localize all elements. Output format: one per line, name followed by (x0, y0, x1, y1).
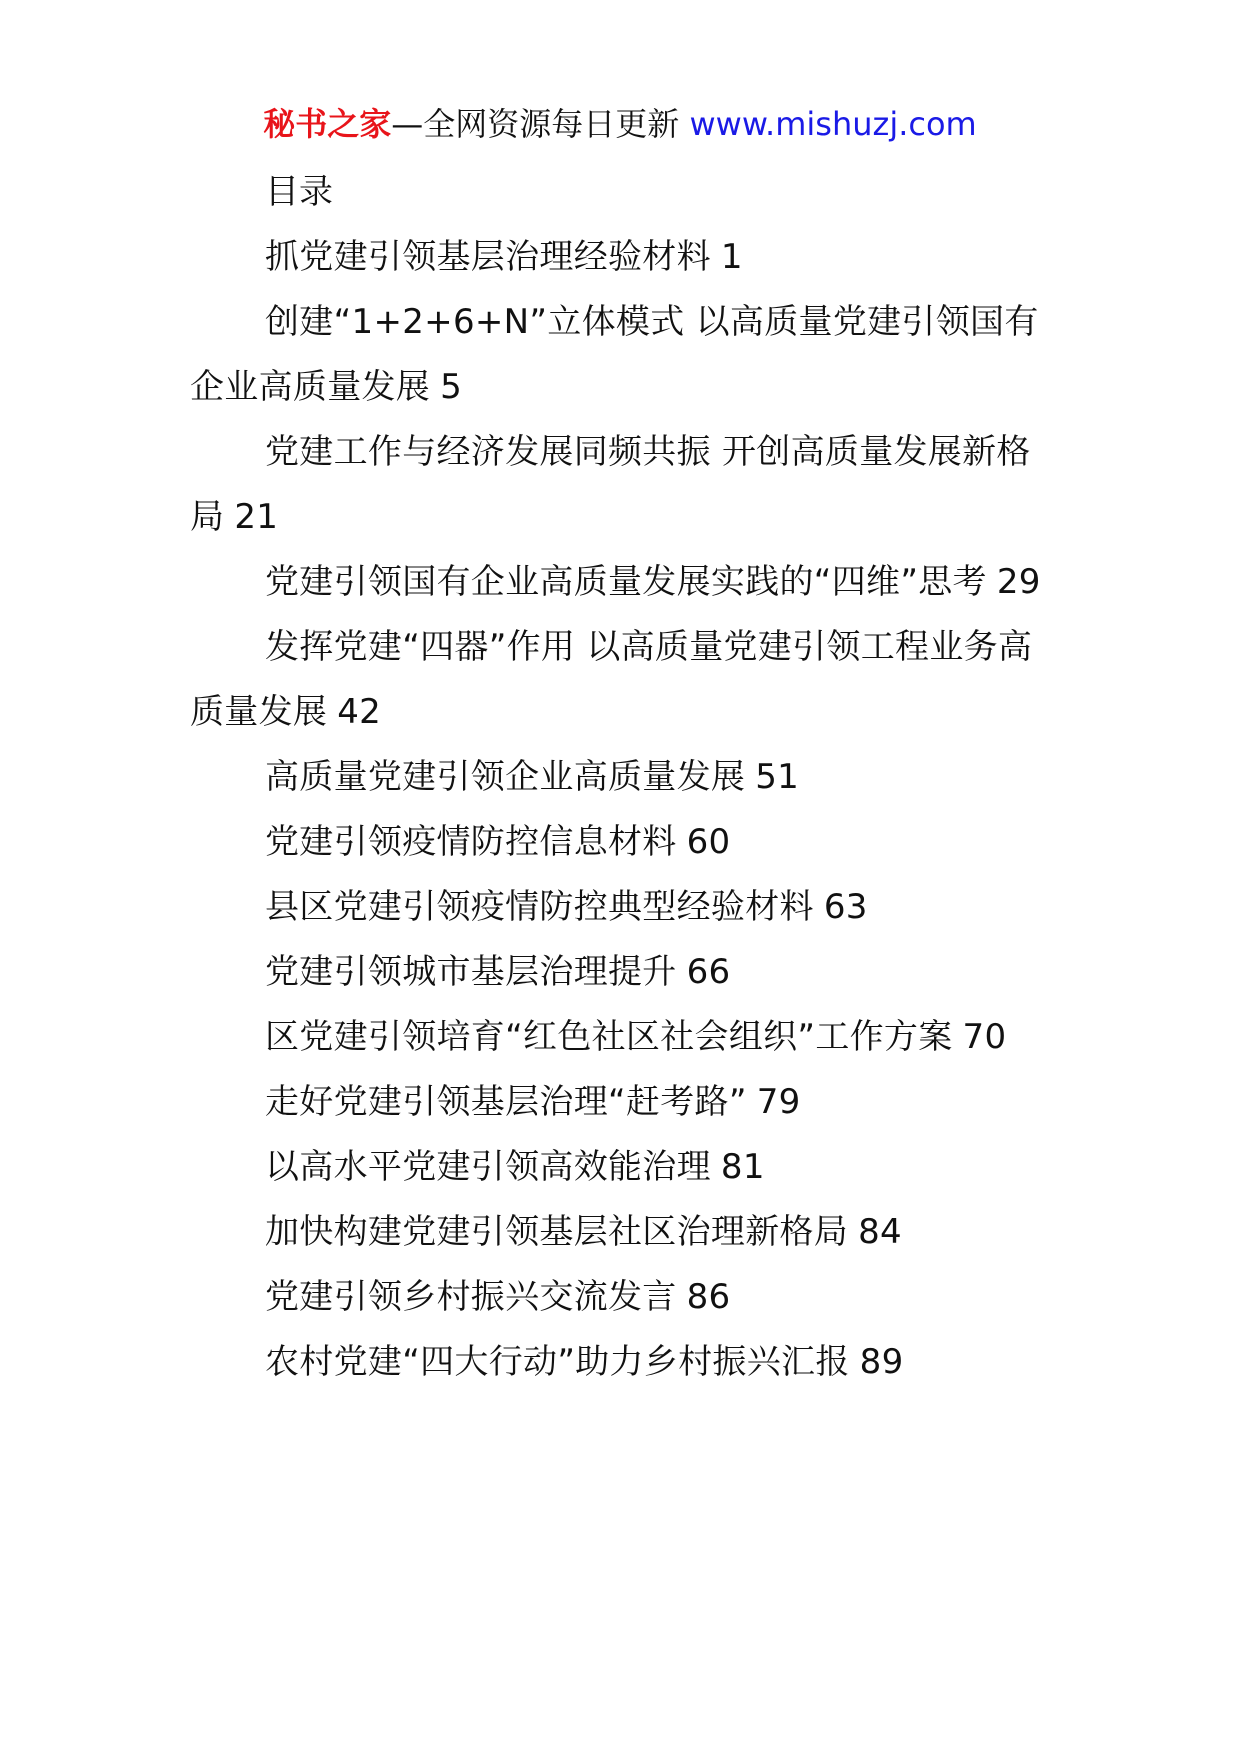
toc-entry[interactable] (190, 290, 1060, 420)
toc-entry[interactable] (190, 550, 1060, 615)
toc-entry-page: 29 (996, 562, 1041, 602)
toc-entry-page: 21 (234, 497, 279, 537)
toc-entry[interactable] (190, 1265, 1060, 1330)
toc-entry[interactable] (190, 225, 1060, 290)
toc-entry-title: 党建工作与经济发展同频共振 开创高质量发展新格局 (190, 432, 1031, 537)
toc-entry-title: 发挥党建“四器”作用 以高质量党建引领工程业务高质量发展 (190, 627, 1033, 732)
toc-entry-page: 89 (859, 1342, 904, 1382)
toc-entry-title: 党建引领国有企业高质量发展实践的“四维”思考 (265, 562, 987, 602)
brand-name: 秘书之家 (263, 105, 392, 143)
toc-entry-title: 以高水平党建引领高效能治理 (265, 1147, 711, 1187)
toc-entry-page: 42 (337, 692, 382, 732)
toc-entry[interactable] (190, 940, 1060, 1005)
toc-entry-title: 创建“1+2+6+N”立体模式 以高质量党建引领国有企业高质量发展 (190, 302, 1039, 407)
toc-title: 目录 (265, 172, 333, 212)
toc-entry[interactable] (190, 615, 1060, 745)
toc-entry-page: 79 (756, 1082, 801, 1122)
toc-entry-page: 86 (686, 1277, 731, 1317)
toc-entry[interactable] (190, 745, 1060, 810)
site-url-link[interactable]: www.mishuzj.com (689, 105, 977, 143)
toc-entry-page: 5 (440, 367, 463, 407)
toc-entry-title: 高质量党建引领企业高质量发展 (265, 757, 746, 797)
brand-tagline: —全网资源每日更新 (391, 105, 680, 143)
toc-entry[interactable] (190, 1200, 1060, 1265)
toc-entry[interactable] (190, 875, 1060, 940)
toc-entry-title: 党建引领城市基层治理提升 (265, 952, 677, 992)
toc-entry-page: 84 (858, 1212, 902, 1252)
toc-entry-title: 区党建引领培育“红色社区社会组织”工作方案 (265, 1017, 953, 1057)
toc-entry-title: 县区党建引领疫情防控典型经验材料 (265, 887, 814, 927)
toc-entry-page: 51 (755, 757, 800, 797)
toc-entry[interactable] (190, 1070, 1060, 1135)
toc-entry[interactable] (190, 810, 1060, 875)
toc-entry-page: 66 (686, 952, 731, 992)
toc-entry[interactable] (190, 1330, 1060, 1395)
toc-entry-page: 63 (823, 887, 868, 927)
toc-entry-page: 81 (720, 1147, 765, 1187)
toc-entry-title: 走好党建引领基层治理“赶考路” (265, 1082, 747, 1122)
toc-entry-title: 抓党建引领基层治理经验材料 (265, 237, 711, 277)
toc-entry[interactable] (190, 1135, 1060, 1200)
toc-entry-page: 70 (962, 1017, 1007, 1057)
table-of-contents (190, 160, 1060, 1395)
toc-entry-title: 党建引领乡村振兴交流发言 (265, 1277, 677, 1317)
toc-entry-title: 党建引领疫情防控信息材料 (265, 822, 677, 862)
toc-entry[interactable] (190, 420, 1060, 550)
toc-entry[interactable] (190, 1005, 1060, 1070)
site-header (0, 100, 1240, 148)
toc-entry-title: 加快构建党建引领基层社区治理新格局 (265, 1212, 849, 1252)
toc-entry-page: 60 (686, 822, 731, 862)
toc-entry-title: 农村党建“四大行动”助力乡村振兴汇报 (265, 1342, 850, 1382)
toc-entry-page: 1 (720, 237, 743, 277)
